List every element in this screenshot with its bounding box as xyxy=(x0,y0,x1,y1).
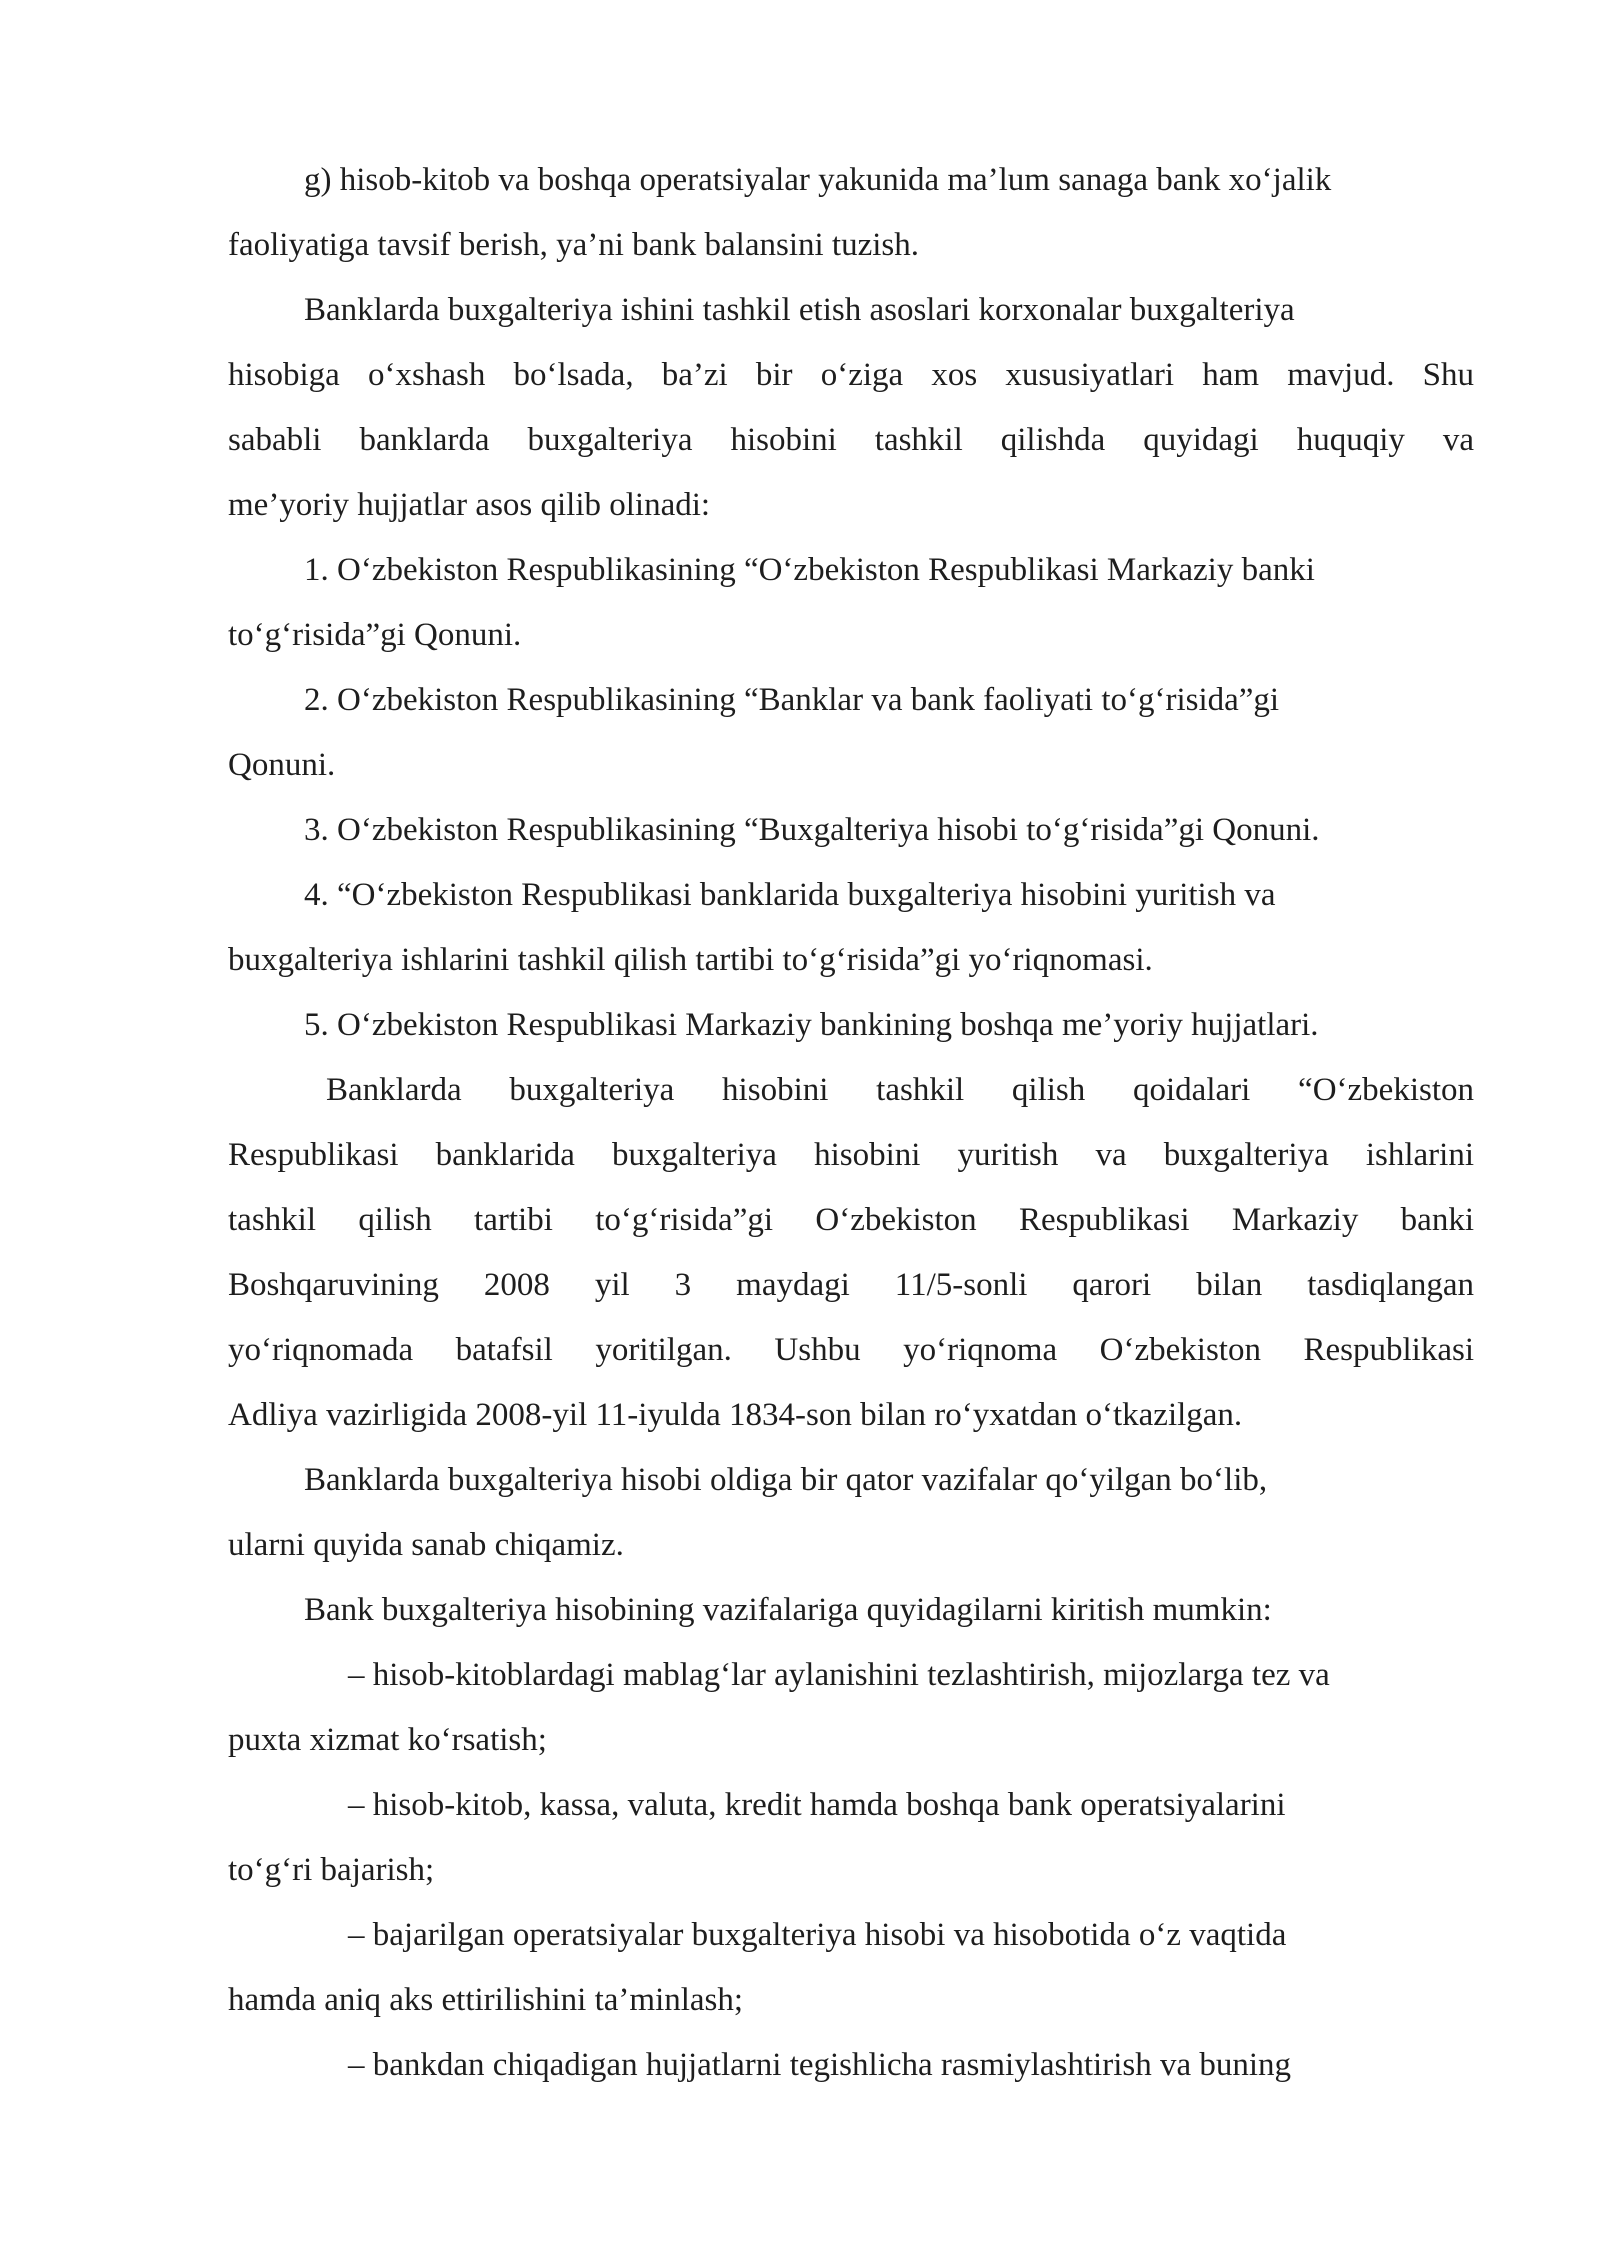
text-line: – bajarilgan operatsiyalar buxgalteriya hisobi va hisobotida o‘z vaqtida xyxy=(348,1917,1287,1953)
text-line: sababli banklarda buxgalteriya hisobini tashkil qilishda quyidagi huquqiy va xyxy=(228,422,1474,458)
text-line: to‘g‘ri bajarish; xyxy=(228,1852,435,1888)
text-line: Banklarda buxgalteriya hisobini tashkil qilish qoidalari “O‘zbekiston xyxy=(326,1072,1474,1108)
text-line: Respublikasi banklarida buxgalteriya hisobini yuritish va buxgalteriya ishlarini xyxy=(228,1137,1474,1173)
text-line: – bankdan chiqadigan hujjatlarni tegishlicha rasmiylashtirish va buning xyxy=(348,2047,1292,2083)
text-line: faoliyatiga tavsif berish, ya’ni bank balansini tuzish. xyxy=(228,227,919,263)
text-line: hamda aniq aks ettirilishini ta’minlash; xyxy=(228,1982,744,2018)
text-line: hisobiga o‘xshash bo‘lsada, ba’zi bir o‘ziga xos xususiyatlari ham mavjud. Shu xyxy=(228,357,1474,393)
text-line: Qonuni. xyxy=(228,747,336,783)
text-line: Banklarda buxgalteriya hisobi oldiga bir qator vazifalar qo‘yilgan bo‘lib, xyxy=(304,1462,1268,1498)
text-line: – hisob-kitoblardagi mablag‘lar aylanishini tezlashtirish, mijozlarga tez va xyxy=(348,1657,1330,1693)
text-line: Adliya vazirligida 2008-yil 11-iyulda 1834-son bilan ro‘yxatdan o‘tkazilgan. xyxy=(228,1397,1243,1433)
text-line: Boshqaruvining 2008 yil 3 maydagi 11/5-sonli qarori bilan tasdiqlangan xyxy=(228,1267,1474,1303)
text-line: 5. O‘zbekiston Respublikasi Markaziy bankining boshqa me’yoriy hujjatlari. xyxy=(304,1007,1319,1043)
text-line: to‘g‘risida”gi Qonuni. xyxy=(228,617,522,653)
text-line: 2. O‘zbekiston Respublikasining “Banklar va bank faoliyati to‘g‘risida”gi xyxy=(304,682,1280,718)
text-line: Bank buxgalteriya hisobining vazifalariga quyidagilarni kiritish mumkin: xyxy=(304,1592,1272,1628)
text-line: ularni quyida sanab chiqamiz. xyxy=(228,1527,624,1563)
text-line: 1. O‘zbekiston Respublikasining “O‘zbekiston Respublikasi Markaziy banki xyxy=(304,552,1315,588)
text-line: g) hisob-kitob va boshqa operatsiyalar yakunida ma’lum sanaga bank xo‘jalik xyxy=(304,162,1332,198)
document-page xyxy=(228,148,1474,2098)
text-line: Banklarda buxgalteriya ishini tashkil etish asoslari korxonalar buxgalteriya xyxy=(304,292,1295,328)
text-line: tashkil qilish tartibi to‘g‘risida”gi O‘zbekiston Respublikasi Markaziy banki xyxy=(228,1202,1474,1238)
text-line: – hisob-kitob, kassa, valuta, kredit hamda boshqa bank operatsiyalarini xyxy=(348,1787,1286,1823)
text-line: 4. “O‘zbekiston Respublikasi banklarida buxgalteriya hisobini yuritish va xyxy=(304,877,1276,913)
text-line: puxta xizmat ko‘rsatish; xyxy=(228,1722,547,1758)
text-line: yo‘riqnomada batafsil yoritilgan. Ushbu yo‘riqnoma O‘zbekiston Respublikasi xyxy=(228,1332,1474,1368)
text-line: buxgalteriya ishlarini tashkil qilish tartibi to‘g‘risida”gi yo‘riqnomasi. xyxy=(228,942,1153,978)
text-line: 3. O‘zbekiston Respublikasining “Buxgalteriya hisobi to‘g‘risida”gi Qonuni. xyxy=(304,812,1320,848)
text-line: me’yoriy hujjatlar asos qilib olinadi: xyxy=(228,487,711,523)
